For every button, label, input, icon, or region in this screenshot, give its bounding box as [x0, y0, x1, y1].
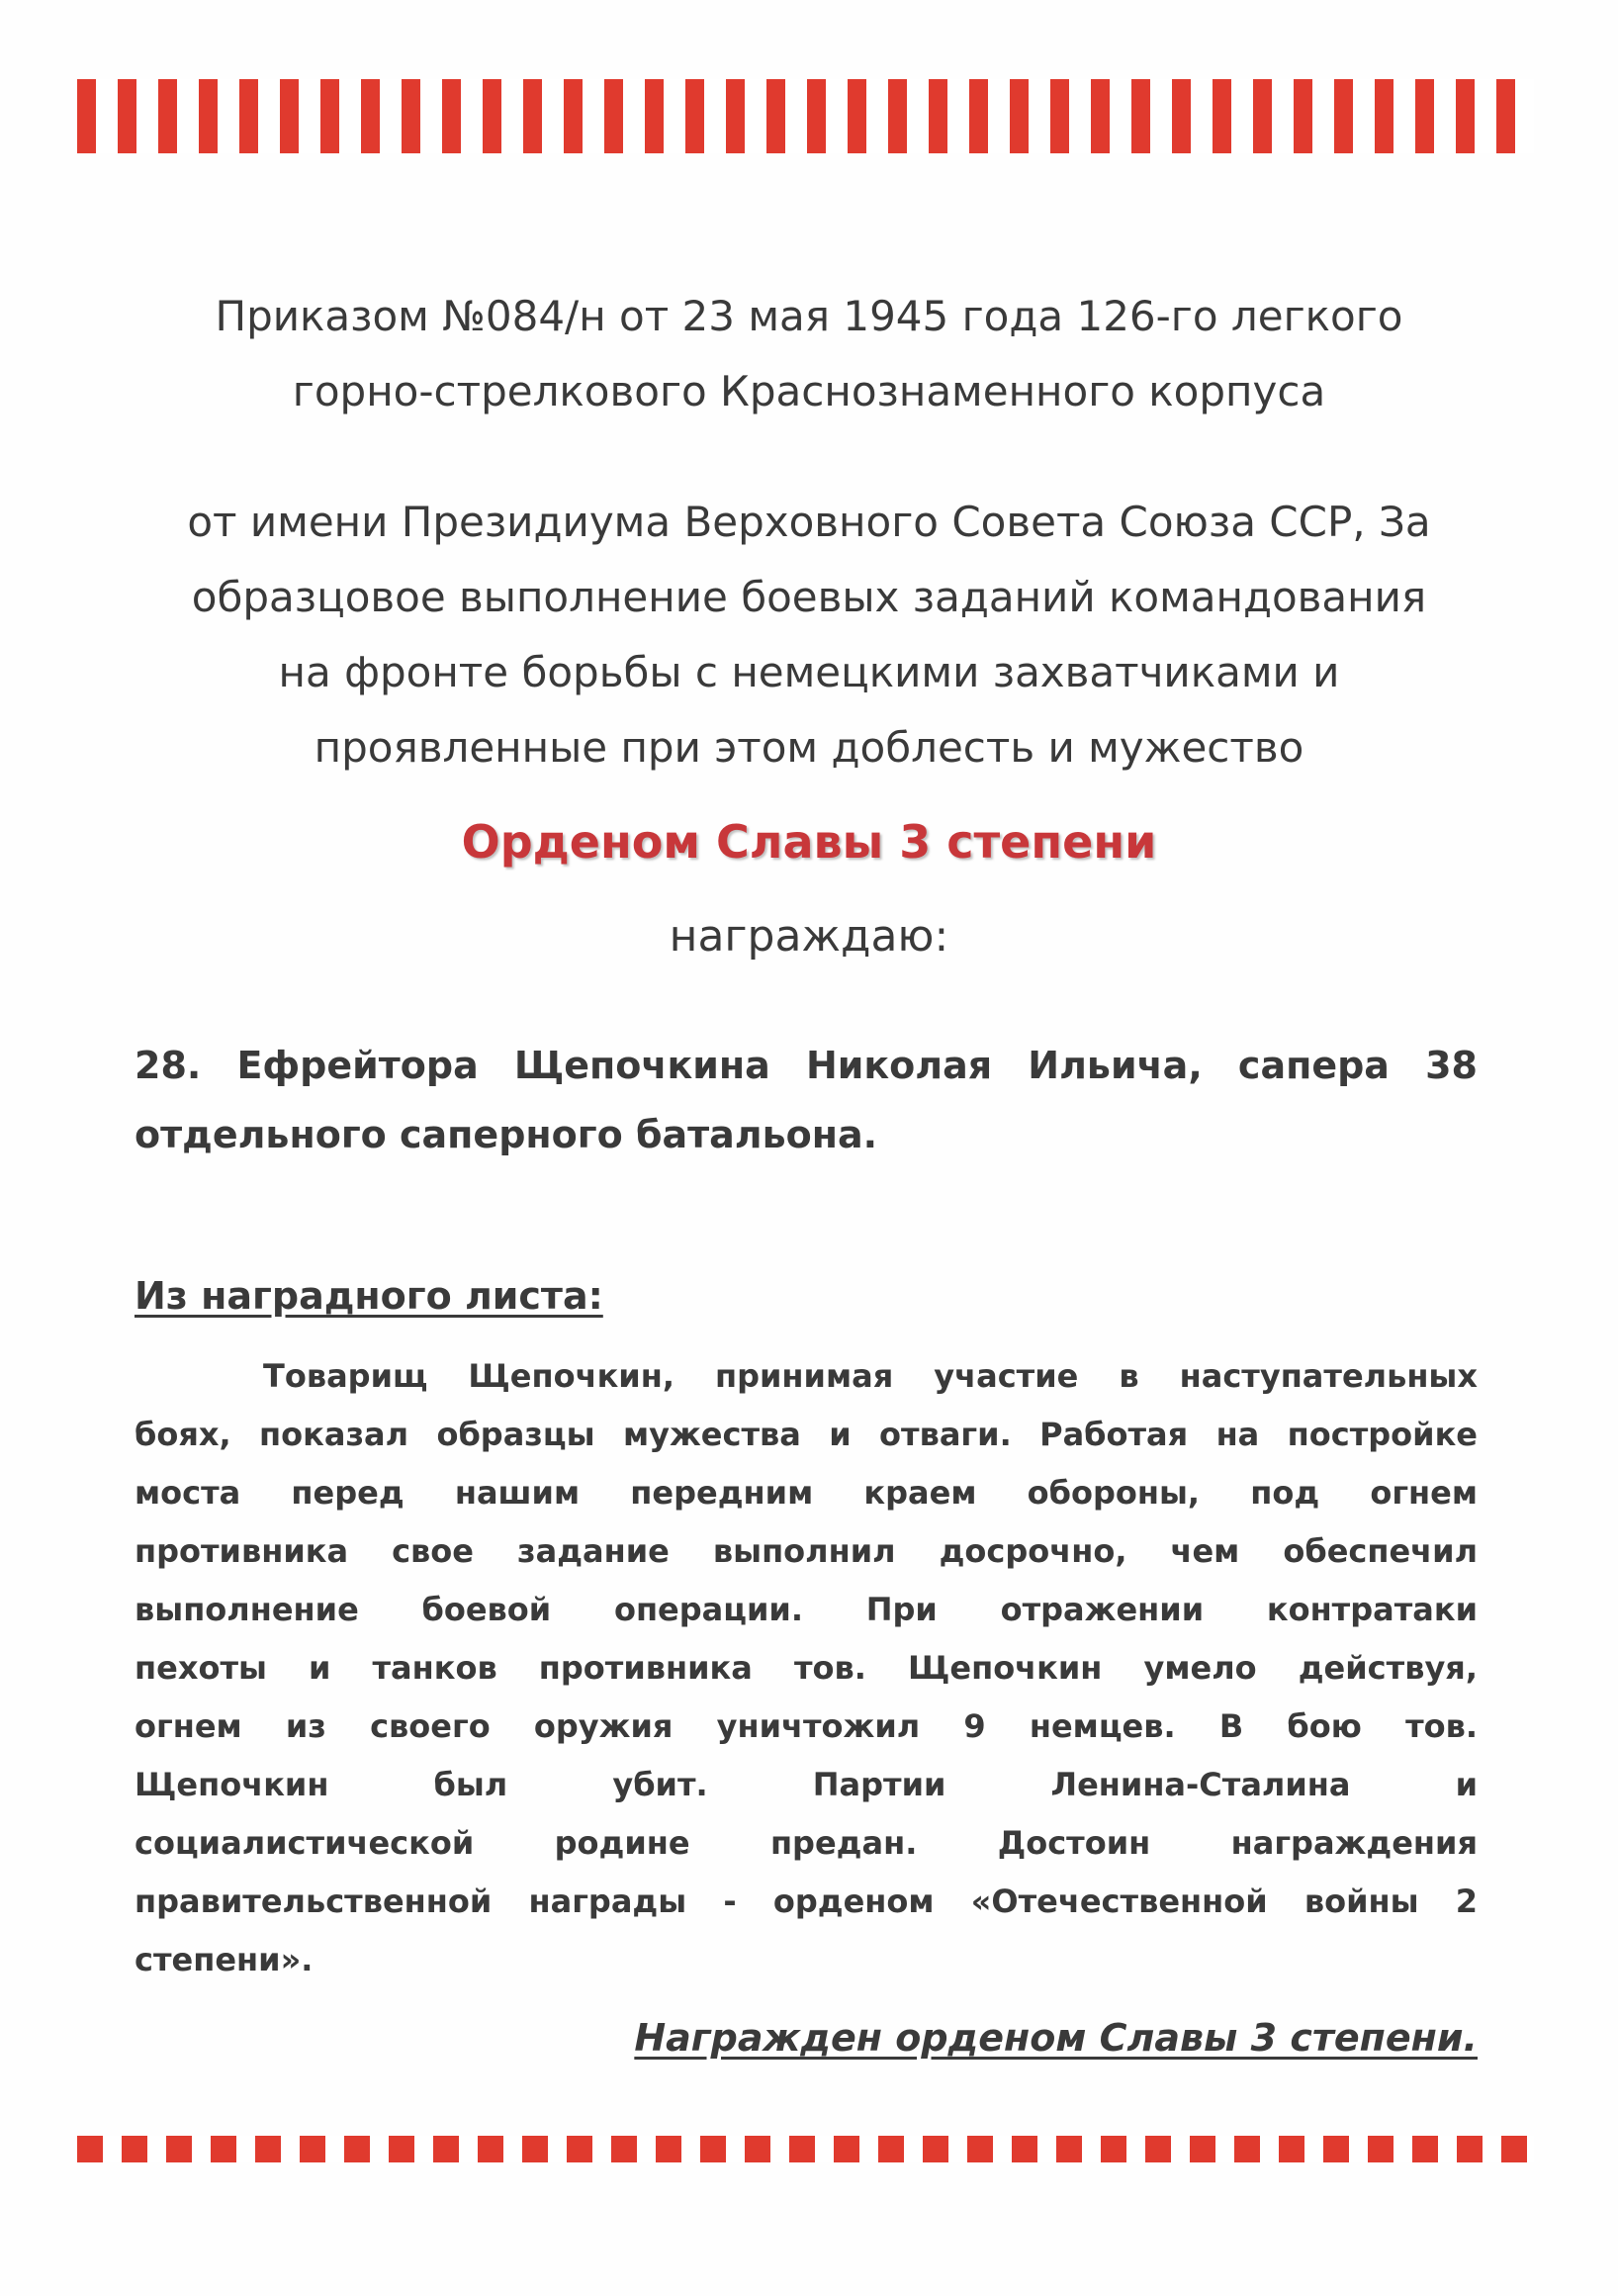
award-sheet-heading: Из наградного листа: — [135, 1274, 603, 1318]
award-sheet-line: боях, показал образцы мужества и отваги. Работая на постройке — [135, 1416, 1478, 1453]
award-sheet-line: выполнение боевой операции. При отражении контратаки — [135, 1591, 1478, 1628]
award-sheet-line: противника свое задание выполнил досрочно, чем обеспечил — [135, 1532, 1478, 1570]
order-header-line: Приказом №084/н от 23 мая 1945 года 126-го легкого — [215, 292, 1403, 340]
award-sheet-line: пехоты и танков противника тов. Щепочкин умело действуя, — [135, 1649, 1478, 1687]
award-sheet-line: степени». — [135, 1941, 314, 1978]
recipient-text: 28. Ефрейтора Щепочкина Николая Ильича, сапера 38 отдельного саперного батальона. — [135, 1044, 1478, 1156]
presidium-line: на фронте борьбы с немецкими захватчиками и — [278, 648, 1340, 696]
presidium-line: образцовое выполнение боевых заданий командования — [191, 573, 1427, 621]
awarding-verb: награждаю: — [669, 911, 949, 962]
award-sheet-line: Товарищ Щепочкин, принимая участие в наступательных — [263, 1357, 1478, 1395]
award-sheet-line: социалистической родине предан. Достоин награждения — [135, 1824, 1478, 1862]
award-sheet-line: огнем из своего оружия уничтожил 9 немцев. В бою тов. — [135, 1707, 1478, 1745]
presidium-line: проявленные при этом доблесть и мужество — [314, 723, 1304, 772]
award-sheet-line: моста перед нашим передним краем обороны, под огнем — [135, 1474, 1478, 1512]
award-title: Орденом Славы 3 степени — [461, 815, 1157, 869]
award-sheet-line: правительственной награды - орденом «Отечественной войны 2 — [135, 1883, 1478, 1920]
bottom-decorative-stripe — [77, 2136, 1534, 2162]
top-decorative-stripe — [77, 79, 1534, 153]
award-result: Награжден орденом Славы 3 степени. — [634, 2016, 1478, 2060]
presidium-paragraph — [109, 485, 1509, 785]
award-sheet-body — [135, 1347, 1478, 1989]
award-sheet-line: Щепочкин был убит. Партии Ленина-Сталина и — [135, 1766, 1478, 1803]
order-header-line: горно-стрелкового Краснознаменного корпуса — [292, 367, 1326, 415]
order-header — [109, 279, 1509, 429]
presidium-line: от имени Президиума Верховного Совета Союза ССР, За — [187, 498, 1431, 546]
